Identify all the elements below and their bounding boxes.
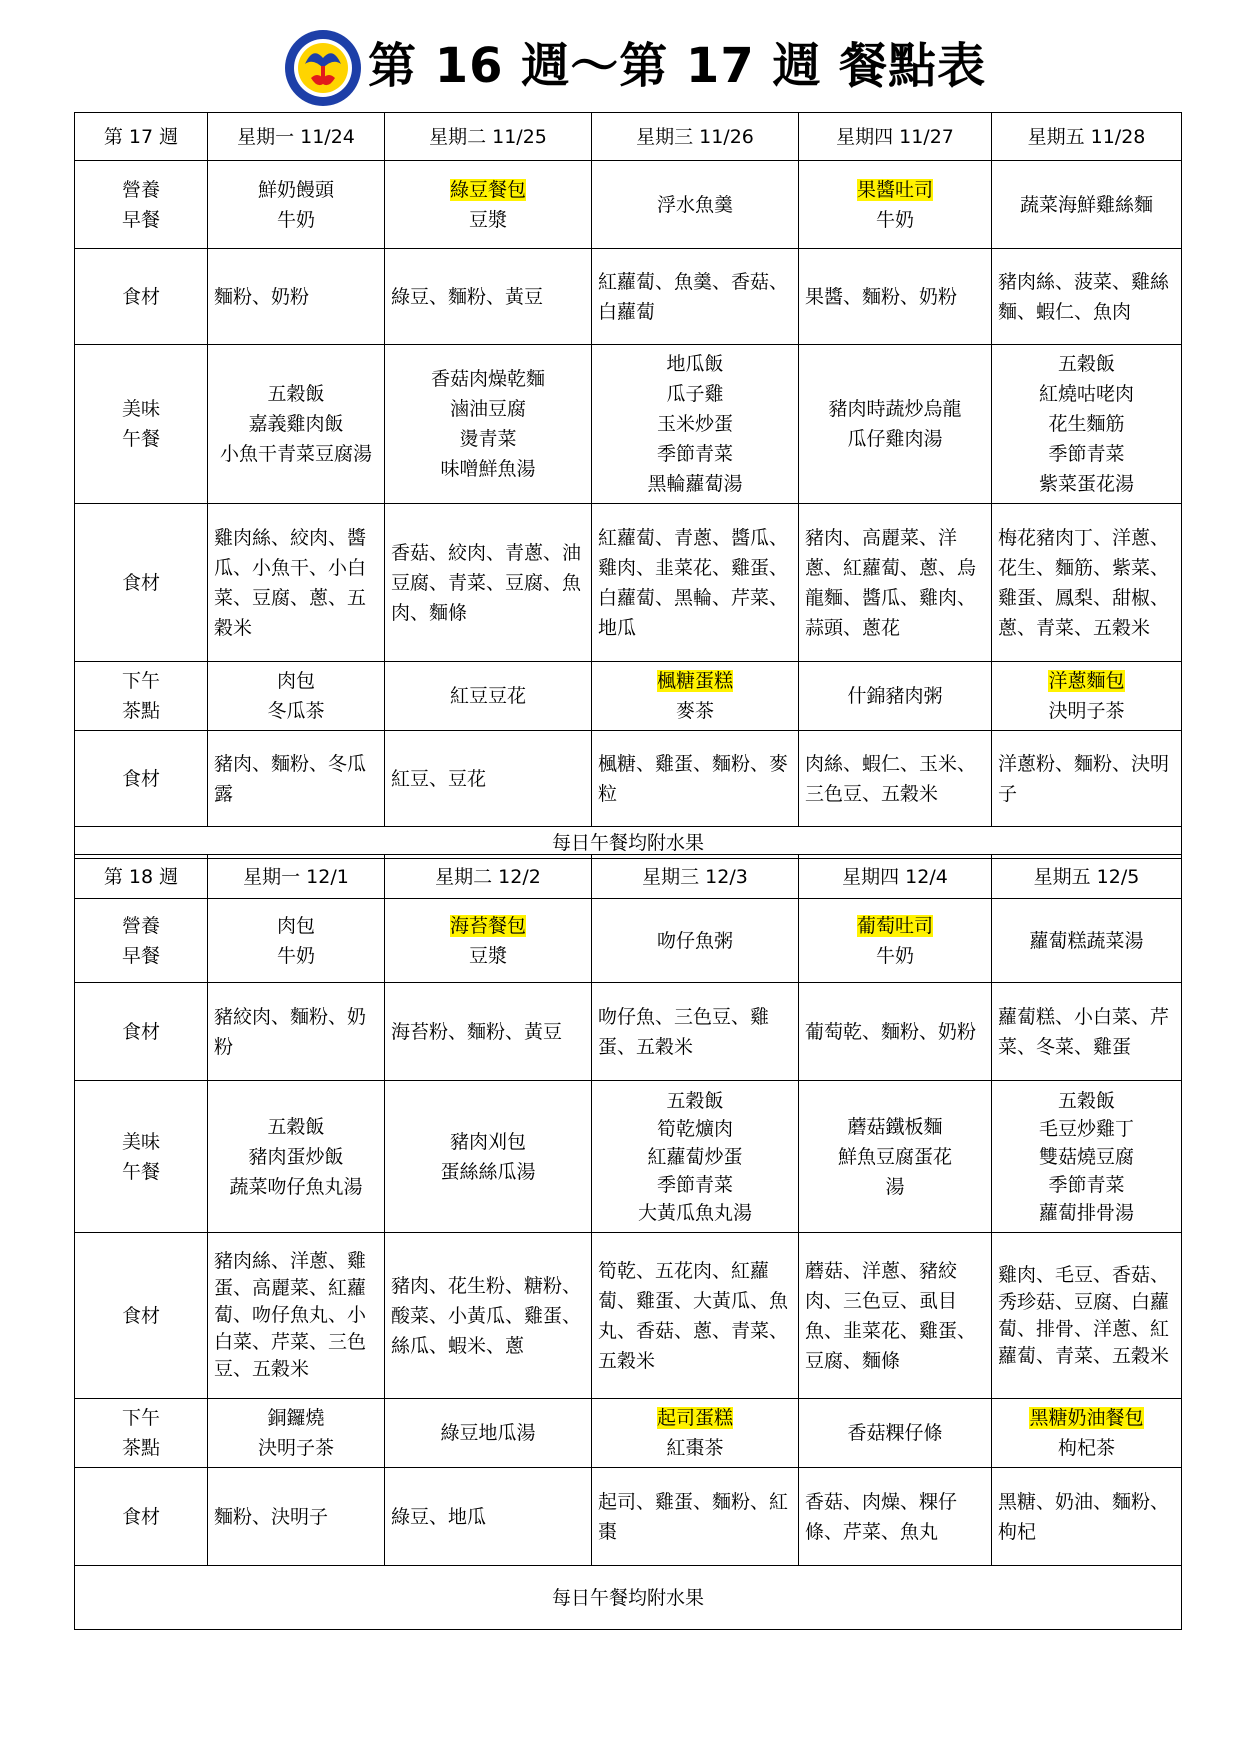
meal-cell: 黑糖奶油餐包 枸杞茶	[992, 1399, 1182, 1468]
row-label: 營養 早餐	[75, 161, 208, 249]
page-title: 第 16 週～第 17 週 餐點表	[368, 38, 987, 94]
ingredient-cell: 筍乾、五花肉、紅蘿蔔、雞蛋、大黃瓜、魚丸、香菇、蔥、青菜、五穀米	[592, 1233, 799, 1399]
meal-cell: 洋蔥麵包 決明子茶	[992, 662, 1182, 731]
header	[0, 28, 1241, 110]
ingredient-cell: 豬肉、麵粉、冬瓜露	[208, 731, 385, 827]
meal-cell: 葡萄吐司 牛奶	[799, 899, 992, 983]
ingredient-cell: 豬肉、花生粉、糖粉、酸菜、小黃瓜、雞蛋、絲瓜、蝦米、蔥	[385, 1233, 592, 1399]
new-item-highlight: 果醬吐司	[856, 178, 933, 201]
row-label: 下午 茶點	[75, 1399, 208, 1468]
meal-cell: 地瓜飯 瓜子雞 玉米炒蛋 季節青菜 黑輪蘿蔔湯	[592, 345, 799, 504]
day-header: 星期三 12/3	[592, 855, 799, 899]
row-ingredients	[75, 731, 1182, 827]
meal-cell: 楓糖蛋糕 麥茶	[592, 662, 799, 731]
row-label: 下午 茶點	[75, 662, 208, 731]
row-ingredients	[75, 1233, 1182, 1399]
footer-note: 每日午餐均附水果	[75, 827, 1182, 859]
header-row	[75, 855, 1182, 899]
row-lunch	[75, 1081, 1182, 1233]
ingredient-cell: 麵粉、奶粉	[208, 249, 385, 345]
week-label: 第 17 週	[75, 113, 208, 161]
row-label: 營養 早餐	[75, 899, 208, 983]
meal-cell: 鮮奶饅頭 牛奶	[208, 161, 385, 249]
meal-cell: 豬肉時蔬炒烏龍 瓜仔雞肉湯	[799, 345, 992, 504]
ingredient-cell: 紅蘿蔔、青蔥、醬瓜、雞肉、韭菜花、雞蛋、白蘿蔔、黑輪、芹菜、地瓜	[592, 504, 799, 662]
new-item-highlight: 黑糖奶油餐包	[1029, 1407, 1144, 1429]
ingredient-cell: 紅豆、豆花	[385, 731, 592, 827]
new-item-highlight: 綠豆餐包	[449, 178, 526, 201]
ingredient-cell: 香菇、肉燥、粿仔條、芹菜、魚丸	[799, 1468, 992, 1566]
meal-cell: 吻仔魚粥	[592, 899, 799, 983]
row-snack	[75, 1399, 1182, 1468]
day-header: 星期三 11/26	[592, 113, 799, 161]
new-item-highlight: 楓糖蛋糕	[656, 670, 733, 692]
ingredient-cell: 蘑菇、洋蔥、豬絞肉、三色豆、虱目魚、韭菜花、雞蛋、豆腐、麵條	[799, 1233, 992, 1399]
ingredient-cell: 肉絲、蝦仁、玉米、三色豆、五穀米	[799, 731, 992, 827]
day-header: 星期二 12/2	[385, 855, 592, 899]
meal-cell: 香菇粿仔條	[799, 1399, 992, 1468]
week-label: 第 18 週	[75, 855, 208, 899]
day-header: 星期五 12/5	[992, 855, 1182, 899]
meal-cell: 五穀飯 嘉義雞肉飯 小魚干青菜豆腐湯	[208, 345, 385, 504]
day-header: 星期一 12/1	[208, 855, 385, 899]
day-header: 星期四 11/27	[799, 113, 992, 161]
day-header: 星期二 11/25	[385, 113, 592, 161]
ingredient-cell: 蘿蔔糕、小白菜、芹菜、冬菜、雞蛋	[992, 983, 1182, 1081]
row-label: 食材	[75, 1468, 208, 1566]
meal-cell: 起司蛋糕 紅棗茶	[592, 1399, 799, 1468]
meal-cell: 銅鑼燒 決明子茶	[208, 1399, 385, 1468]
row-label: 美味 午餐	[75, 1081, 208, 1233]
meal-cell: 蘑菇鐵板麵 鮮魚豆腐蛋花 湯	[799, 1081, 992, 1233]
meal-cell: 海苔餐包 豆漿	[385, 899, 592, 983]
meal-cell: 蔬菜海鮮雞絲麵	[992, 161, 1182, 249]
school-logo-icon	[283, 28, 363, 108]
ingredient-cell: 綠豆、地瓜	[385, 1468, 592, 1566]
ingredient-cell: 雞肉絲、絞肉、醬瓜、小魚干、小白菜、豆腐、蔥、五穀米	[208, 504, 385, 662]
row-label: 食材	[75, 983, 208, 1081]
row-snack	[75, 662, 1182, 731]
new-item-highlight: 洋蔥麵包	[1048, 670, 1125, 692]
ingredient-cell: 綠豆、麵粉、黃豆	[385, 249, 592, 345]
meal-cell: 五穀飯 筍乾爌肉 紅蘿蔔炒蛋 季節青菜 大黃瓜魚丸湯	[592, 1081, 799, 1233]
ingredient-cell: 洋蔥粉、麵粉、決明子	[992, 731, 1182, 827]
row-label: 食材	[75, 1233, 208, 1399]
ingredient-cell: 麵粉、決明子	[208, 1468, 385, 1566]
footer-note: 每日午餐均附水果	[75, 1566, 1182, 1630]
row-ingredients	[75, 1468, 1182, 1566]
header-row	[75, 113, 1182, 161]
menu-table-week-18	[74, 854, 1182, 1630]
new-item-highlight: 起司蛋糕	[656, 1407, 733, 1429]
ingredient-cell: 豬肉絲、洋蔥、雞蛋、高麗菜、紅蘿蔔、吻仔魚丸、小白菜、芹菜、三色豆、五穀米	[208, 1233, 385, 1399]
ingredient-cell: 豬肉絲、菠菜、雞絲麵、蝦仁、魚肉	[992, 249, 1182, 345]
footer-row	[75, 1566, 1182, 1630]
ingredient-cell: 果醬、麵粉、奶粉	[799, 249, 992, 345]
day-header: 星期四 12/4	[799, 855, 992, 899]
meal-cell: 香菇肉燥乾麵 滷油豆腐 燙青菜 味噌鮮魚湯	[385, 345, 592, 504]
new-item-highlight: 海苔餐包	[449, 914, 526, 937]
menu-table-week-17	[74, 112, 1182, 859]
meal-cell: 浮水魚羹	[592, 161, 799, 249]
ingredient-cell: 紅蘿蔔、魚羹、香菇、白蘿蔔	[592, 249, 799, 345]
ingredient-cell: 吻仔魚、三色豆、雞蛋、五穀米	[592, 983, 799, 1081]
meal-cell: 五穀飯 豬肉蛋炒飯 蔬菜吻仔魚丸湯	[208, 1081, 385, 1233]
meal-cell: 五穀飯 紅燒咕咾肉 花生麵筋 季節青菜 紫菜蛋花湯	[992, 345, 1182, 504]
day-header: 星期一 11/24	[208, 113, 385, 161]
meal-cell: 肉包 冬瓜茶	[208, 662, 385, 731]
day-header: 星期五 11/28	[992, 113, 1182, 161]
meal-cell: 綠豆地瓜湯	[385, 1399, 592, 1468]
row-label: 食材	[75, 731, 208, 827]
row-label: 食材	[75, 504, 208, 662]
meal-cell: 果醬吐司 牛奶	[799, 161, 992, 249]
new-item-highlight: 葡萄吐司	[856, 914, 933, 937]
ingredient-cell: 葡萄乾、麵粉、奶粉	[799, 983, 992, 1081]
row-label: 美味 午餐	[75, 345, 208, 504]
row-breakfast	[75, 161, 1182, 249]
ingredient-cell: 起司、雞蛋、麵粉、紅棗	[592, 1468, 799, 1566]
ingredient-cell: 香菇、絞肉、青蔥、油豆腐、青菜、豆腐、魚肉、麵條	[385, 504, 592, 662]
meal-cell: 什錦豬肉粥	[799, 662, 992, 731]
meal-cell: 五穀飯 毛豆炒雞丁 雙菇燒豆腐 季節青菜 蘿蔔排骨湯	[992, 1081, 1182, 1233]
ingredient-cell: 黑糖、奶油、麵粉、枸杞	[992, 1468, 1182, 1566]
meal-cell: 蘿蔔糕蔬菜湯	[992, 899, 1182, 983]
row-breakfast	[75, 899, 1182, 983]
row-label: 食材	[75, 249, 208, 345]
meal-cell: 肉包 牛奶	[208, 899, 385, 983]
ingredient-cell: 楓糖、雞蛋、麵粉、麥粒	[592, 731, 799, 827]
ingredient-cell: 豬肉、高麗菜、洋蔥、紅蘿蔔、蔥、烏龍麵、醬瓜、雞肉、蒜頭、蔥花	[799, 504, 992, 662]
meal-cell: 豬肉刈包 蛋絲絲瓜湯	[385, 1081, 592, 1233]
row-lunch	[75, 345, 1182, 504]
ingredient-cell: 雞肉、毛豆、香菇、秀珍菇、豆腐、白蘿蔔、排骨、洋蔥、紅蘿蔔、青菜、五穀米	[992, 1233, 1182, 1399]
row-ingredients	[75, 983, 1182, 1081]
ingredient-cell: 豬絞肉、麵粉、奶粉	[208, 983, 385, 1081]
meal-cell: 綠豆餐包 豆漿	[385, 161, 592, 249]
row-ingredients	[75, 249, 1182, 345]
row-ingredients	[75, 504, 1182, 662]
meal-cell: 紅豆豆花	[385, 662, 592, 731]
ingredient-cell: 海苔粉、麵粉、黃豆	[385, 983, 592, 1081]
ingredient-cell: 梅花豬肉丁、洋蔥、花生、麵筋、紫菜、雞蛋、鳳梨、甜椒、蔥、青菜、五穀米	[992, 504, 1182, 662]
